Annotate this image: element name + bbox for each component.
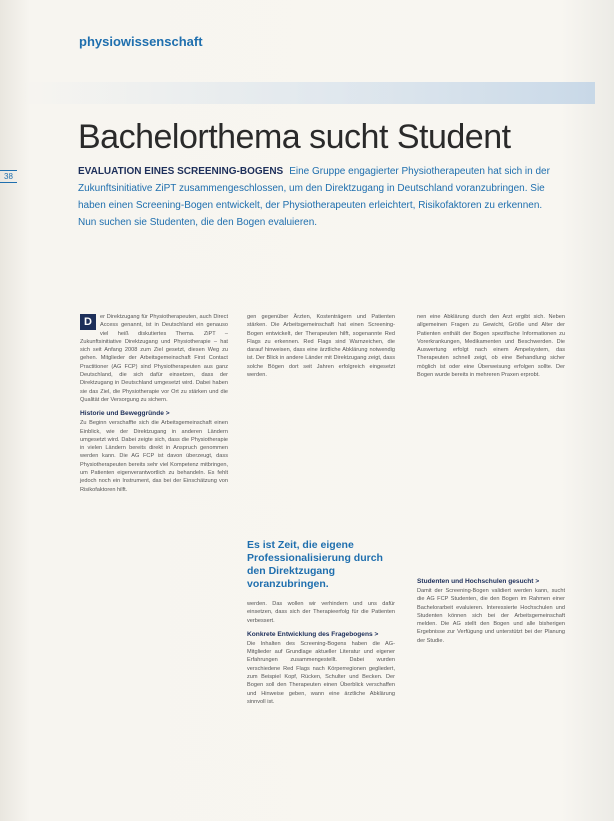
column-3-heading: Studenten und Hochschulen gesucht > [417, 578, 540, 585]
column-1-heading: Historie und Beweggründe > [80, 410, 170, 418]
dropcap: D [80, 314, 96, 330]
column-1 [80, 313, 228, 497]
column-2-top [247, 313, 395, 382]
column-1-paragraph-1: er Direktzugang für Physiotherapeuten, auch Direct Access genannt, ist in Deutschland ein genauso viel heiß diskutiertes Thema. ZiPT – Zukunftsinitiative Direktzugang und Physiotherapie – hat sich seit Anfang 2008 zum Ziel gesetzt, diesen Weg zu gehen. Mitglieder der Arbeitsgemeinschaft First Contact Practitioner (AG FCP) sind Physiotherapeuten aus ganz Deutschland, die sich dafür einsetzen, dass der Direktzugang in Deutschland umgesetzt wird. Dabei haben sie das Ziel, die Physiotherapie vor Ort zu stärken und die Qualität der Versorgung zu sichern. [80, 314, 228, 403]
lead-text: Eine Gruppe engagierter Physiotherapeuten hat sich in der Zukunftsinitiative ZiPT zusammengeschlossen, um den Direktzugang in Deutschland voranzubringen. Sie haben einen Screening-Bogen entwickelt, der Physiotherapeuten erleichtert, Risikofaktoren zu erkennen. Nun suchen sie Studenten, die den Bogen evaluieren. [78, 166, 550, 228]
column-2-paragraph-1: gen gegenüber Ärzten, Kostenträgern und Patienten stärken. Die Arbeitsgemeinschaft hat einen Screening-Bogen entwickelt, der Therapeuten hilft, sogenannte Red Flags zu erkennen. Red Flags sind Warnzeichen, die darauf hinweisen, dass eine ärztliche Abklärung notwendig ist. Der Blick in andere Länder mit Direktzugang zeigt, dass solche Bögen dort seit Jahren erfolgreich eingesetzt werden. [247, 314, 395, 379]
page-number: 38 [0, 170, 17, 183]
lead-kicker: EVALUATION EINES SCREENING-BOGENS [78, 166, 284, 177]
paragraph [80, 313, 228, 404]
column-2-heading: Konkrete Entwicklung des Fragebogens > [247, 630, 379, 638]
pull-quote: Es ist Zeit, die eigene Professionalisierung durch den Direktzugang voranzubringen. [247, 539, 383, 590]
article-lead [78, 163, 558, 231]
column-2-bottom [247, 600, 395, 709]
header-band [20, 82, 595, 104]
column-3-paragraph-1: nen eine Abklärung durch den Arzt ergibt sich. Neben allgemeinen Fragen zu Gewicht, Größe und Alter der Patienten enthält der Bogen spezifische Informationen zu Vorerkrankungen, Medikamenten und Beschwerden. Die Auswertung erfolgt nach einem Ampelsystem, das Therapeuten schnell zeigt, ob eine Behandlung sicher möglich ist oder eine Überweisung erfolgen sollte. Der Bogen wurde bereits in mehreren Praxen erprobt. [417, 314, 565, 379]
column-3-bottom [417, 572, 565, 648]
column-1-paragraph-2: Zu Beginn verschaffte sich die Arbeitsgemeinschaft einen Einblick, wie der Direktzugang in anderen Ländern umgesetzt wird. Dabei zeigte sich, dass die Physiotherapie in vielen Ländern bereits direkt in Anspruch genommen werden kann. Die AG FCP ist davon überzeugt, dass Physiotherapeuten bereits sehr viel Kompetenz mitbringen, um Patienten eigenverantwortlich zu behandeln. Es fehlt jedoch noch ein Instrument, das bei der Einschätzung von Risikofaktoren hilft. [80, 420, 228, 493]
column-3-top [417, 313, 565, 382]
column-2-paragraph-3: Die Inhalten des Screening-Bogens haben die AG-Mitglieder auf Grundlage aktueller Literatur und eigener Erfahrungen zusammengestellt. Dabei wurden verschiedene Red Flags nach Körperregionen gegliedert, zum Beispiel Kopf, Rücken, Schulter und Becken. Der Bogen soll den Therapeuten einen Überblick verschaffen und Hinweise geben, wann eine ärztliche Abklärung sinnvoll ist. [247, 640, 395, 705]
article-title: Bachelorthema sucht Student [78, 118, 511, 156]
section-label: physiowissenschaft [79, 34, 203, 49]
column-3-paragraph-2: Damit der Screening-Bogen validiert werden kann, sucht die AG FCP Studenten, die den Bogen im Rahmen einer Bachelorarbeit evaluieren. Interessierte Hochschulen und Studenten können sich bei der Arbeitsgemeinschaft melden. Die AG stellt den Bogen und alle bisherigen Ergebnisse zur Verfügung und unterstützt bei der Planung der Studie. [417, 588, 565, 644]
column-2-paragraph-2: werden. Das wollen wir verhindern und uns dafür einsetzen, dass sich der Therapieerfolg für die Patienten verbessert. [247, 601, 395, 624]
